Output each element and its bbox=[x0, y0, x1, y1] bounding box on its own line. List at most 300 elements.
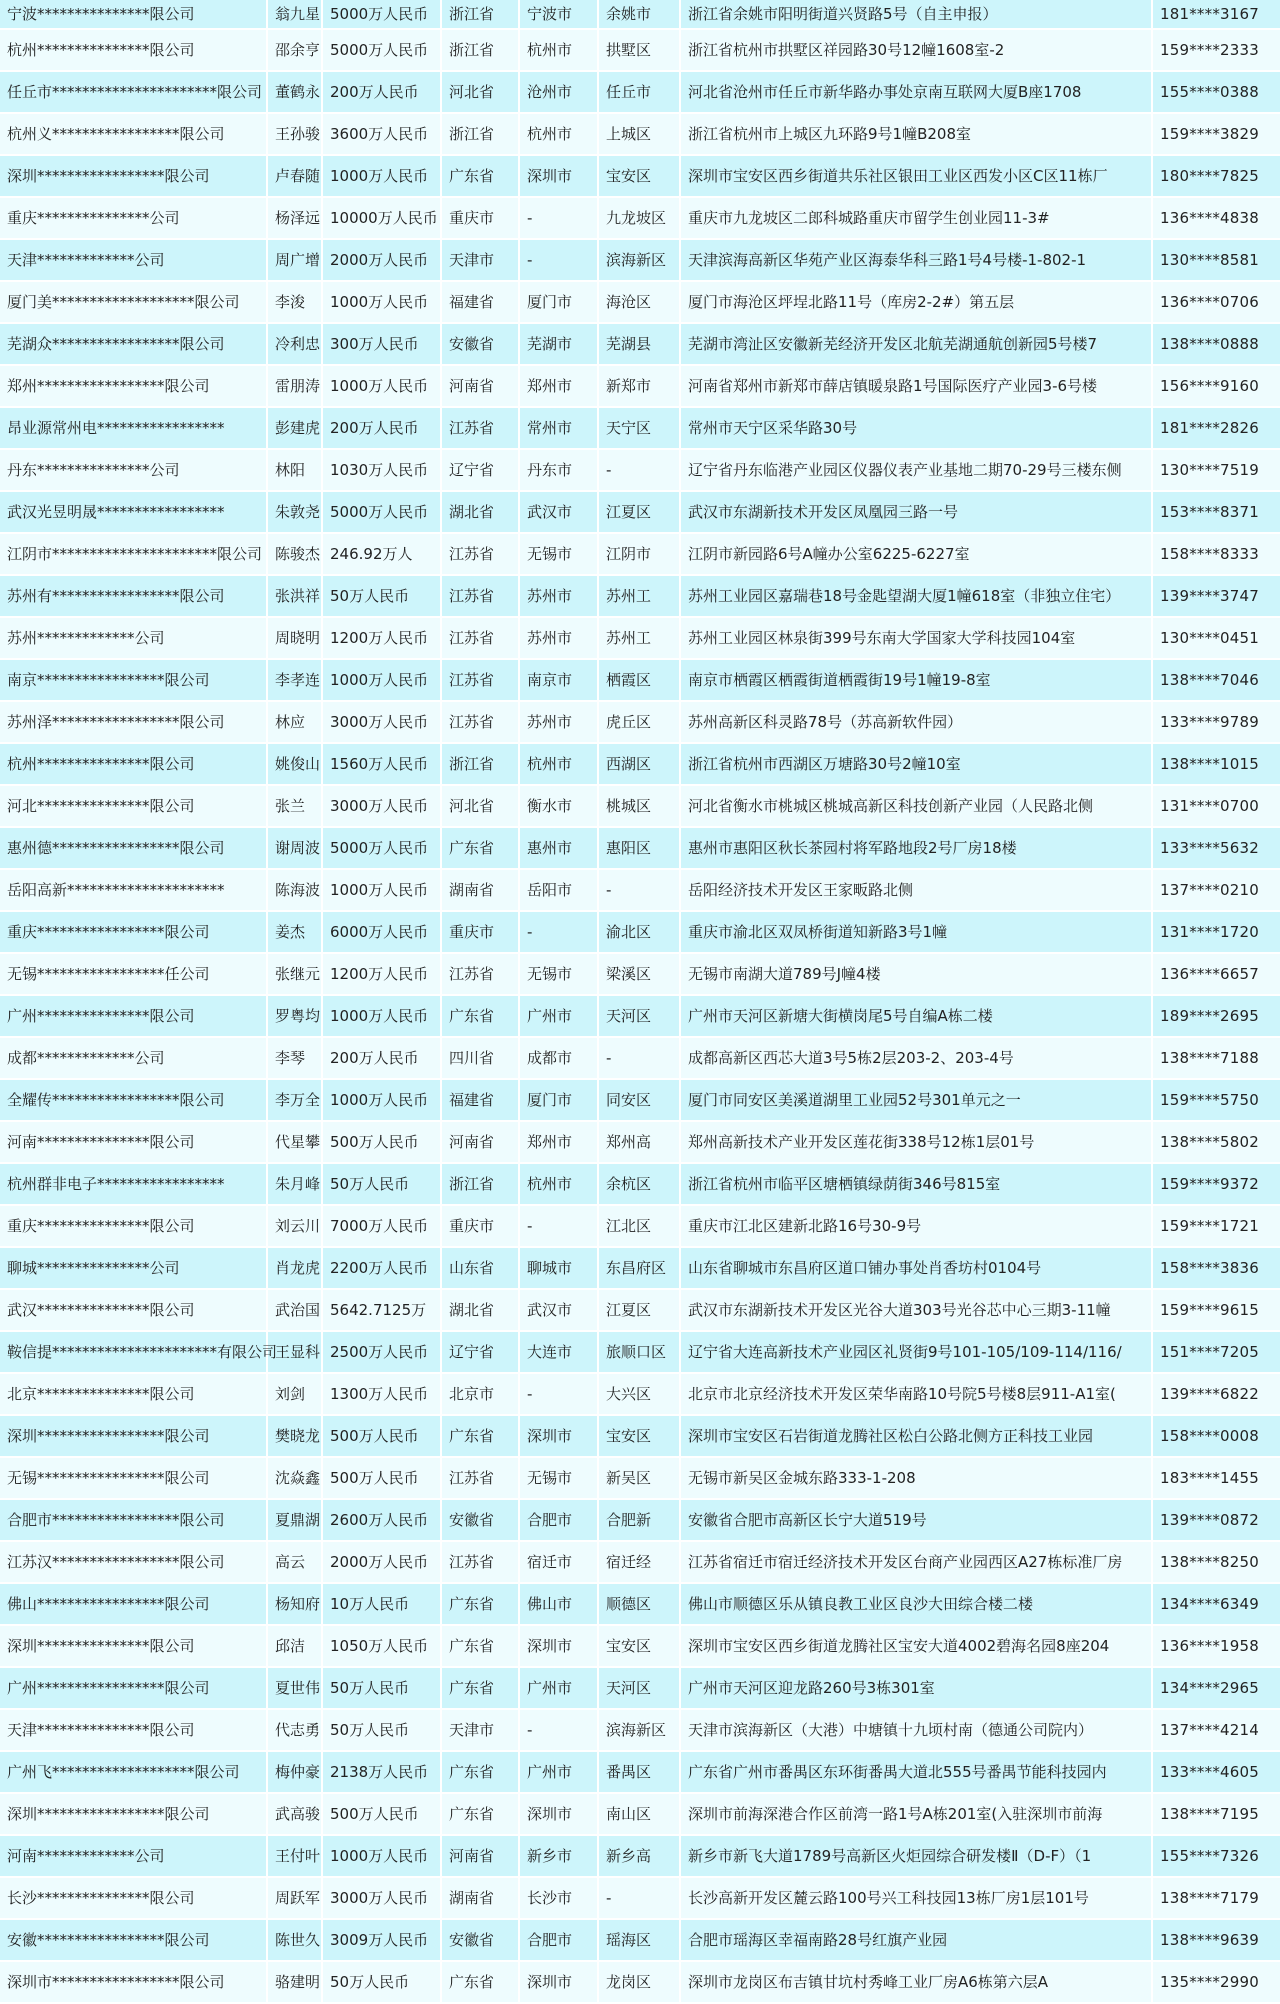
table-row bbox=[0, 533, 1280, 575]
registered-capital-cell: 50万人民币 bbox=[322, 1667, 441, 1709]
address-cell: 深圳市宝安区西乡街道龙腾社区宝安大道4002碧海名园8座204 bbox=[680, 1625, 1152, 1667]
district-cell: 龙岗区 bbox=[598, 1961, 680, 2003]
city-cell: 长沙市 bbox=[519, 1877, 598, 1919]
table-row bbox=[0, 1625, 1280, 1667]
address-cell: 佛山市顺德区乐从镇良教工业区良沙大田综合楼二楼 bbox=[680, 1583, 1152, 1625]
phone-cell: 138****7046 bbox=[1152, 659, 1280, 701]
registered-capital-cell: 246.92万人 bbox=[322, 533, 441, 575]
province-cell: 福建省 bbox=[441, 1079, 519, 1121]
province-cell: 江苏省 bbox=[441, 659, 519, 701]
city-cell: 武汉市 bbox=[519, 1289, 598, 1331]
province-cell: 安徽省 bbox=[441, 1499, 519, 1541]
city-cell: 大连市 bbox=[519, 1331, 598, 1373]
legal-person-cell: 王付叶 bbox=[267, 1835, 322, 1877]
phone-cell: 133****5632 bbox=[1152, 827, 1280, 869]
table-row bbox=[0, 155, 1280, 197]
phone-cell: 151****7205 bbox=[1152, 1331, 1280, 1373]
district-cell: - bbox=[598, 1037, 680, 1079]
district-cell: 合肥新 bbox=[598, 1499, 680, 1541]
legal-person-cell: 武治国 bbox=[267, 1289, 322, 1331]
province-cell: 重庆市 bbox=[441, 197, 519, 239]
province-cell: 江苏省 bbox=[441, 1541, 519, 1583]
registered-capital-cell: 1050万人民币 bbox=[322, 1625, 441, 1667]
city-cell: 深圳市 bbox=[519, 1961, 598, 2003]
legal-person-cell: 朱敦尧 bbox=[267, 491, 322, 533]
company-name-cell: 厦门美*******************限公司 bbox=[0, 281, 267, 323]
address-cell: 江阴市新园路6号A幢办公室6225-6227室 bbox=[680, 533, 1152, 575]
city-cell: 无锡市 bbox=[519, 533, 598, 575]
registered-capital-cell: 300万人民币 bbox=[322, 323, 441, 365]
table-row bbox=[0, 1667, 1280, 1709]
legal-person-cell: 代志勇 bbox=[267, 1709, 322, 1751]
table-row bbox=[0, 281, 1280, 323]
district-cell: 宝安区 bbox=[598, 1415, 680, 1457]
address-cell: 无锡市新吴区金城东路333-1-208 bbox=[680, 1457, 1152, 1499]
address-cell: 郑州高新技术产业开发区莲花街338号12栋1层01号 bbox=[680, 1121, 1152, 1163]
province-cell: 广东省 bbox=[441, 155, 519, 197]
table-row bbox=[0, 1205, 1280, 1247]
registered-capital-cell: 200万人民币 bbox=[322, 407, 441, 449]
legal-person-cell: 周晓明 bbox=[267, 617, 322, 659]
district-cell: 郑州高 bbox=[598, 1121, 680, 1163]
phone-cell: 134****2965 bbox=[1152, 1667, 1280, 1709]
address-cell: 无锡市南湖大道789号J幢4楼 bbox=[680, 953, 1152, 995]
province-cell: 浙江省 bbox=[441, 113, 519, 155]
province-cell: 江苏省 bbox=[441, 533, 519, 575]
registered-capital-cell: 500万人民币 bbox=[322, 1415, 441, 1457]
company-name-cell: 芜湖众*****************限公司 bbox=[0, 323, 267, 365]
company-name-cell: 惠州德*****************限公司 bbox=[0, 827, 267, 869]
district-cell: 新郑市 bbox=[598, 365, 680, 407]
province-cell: 广东省 bbox=[441, 1751, 519, 1793]
province-cell: 浙江省 bbox=[441, 0, 519, 29]
registered-capital-cell: 1030万人民币 bbox=[322, 449, 441, 491]
city-cell: 常州市 bbox=[519, 407, 598, 449]
district-cell: 拱墅区 bbox=[598, 29, 680, 71]
phone-cell: 159****9372 bbox=[1152, 1163, 1280, 1205]
province-cell: 广东省 bbox=[441, 995, 519, 1037]
phone-cell: 180****7825 bbox=[1152, 155, 1280, 197]
province-cell: 重庆市 bbox=[441, 911, 519, 953]
phone-cell: 181****3167 bbox=[1152, 0, 1280, 29]
address-cell: 苏州高新区科灵路78号（苏高新软件园） bbox=[680, 701, 1152, 743]
phone-cell: 181****2826 bbox=[1152, 407, 1280, 449]
legal-person-cell: 翁九星 bbox=[267, 0, 322, 29]
registered-capital-cell: 200万人民币 bbox=[322, 71, 441, 113]
legal-person-cell: 谢周波 bbox=[267, 827, 322, 869]
address-cell: 河北省衡水市桃城区桃城高新区科技创新产业园（人民路北侧 bbox=[680, 785, 1152, 827]
city-cell: 杭州市 bbox=[519, 743, 598, 785]
phone-cell: 130****8581 bbox=[1152, 239, 1280, 281]
phone-cell: 158****3836 bbox=[1152, 1247, 1280, 1289]
legal-person-cell: 邱洁 bbox=[267, 1625, 322, 1667]
registered-capital-cell: 3000万人民币 bbox=[322, 785, 441, 827]
district-cell: 天宁区 bbox=[598, 407, 680, 449]
company-name-cell: 长沙***************限公司 bbox=[0, 1877, 267, 1919]
registered-capital-cell: 2200万人民币 bbox=[322, 1247, 441, 1289]
registered-capital-cell: 1200万人民币 bbox=[322, 617, 441, 659]
phone-cell: 135****2990 bbox=[1152, 1961, 1280, 2003]
city-cell: 杭州市 bbox=[519, 113, 598, 155]
phone-cell: 183****1455 bbox=[1152, 1457, 1280, 1499]
phone-cell: 159****1721 bbox=[1152, 1205, 1280, 1247]
address-cell: 广州市天河区迎龙路260号3栋301室 bbox=[680, 1667, 1152, 1709]
phone-cell: 133****4605 bbox=[1152, 1751, 1280, 1793]
legal-person-cell: 姚俊山 bbox=[267, 743, 322, 785]
phone-cell: 130****7519 bbox=[1152, 449, 1280, 491]
registered-capital-cell: 7000万人民币 bbox=[322, 1205, 441, 1247]
province-cell: 广东省 bbox=[441, 1793, 519, 1835]
phone-cell: 139****3747 bbox=[1152, 575, 1280, 617]
legal-person-cell: 李万全 bbox=[267, 1079, 322, 1121]
company-name-cell: 合肥市*****************限公司 bbox=[0, 1499, 267, 1541]
city-cell: 佛山市 bbox=[519, 1583, 598, 1625]
phone-cell: 139****0872 bbox=[1152, 1499, 1280, 1541]
district-cell: 江阴市 bbox=[598, 533, 680, 575]
phone-cell: 155****0388 bbox=[1152, 71, 1280, 113]
district-cell: 番禺区 bbox=[598, 1751, 680, 1793]
phone-cell: 138****8250 bbox=[1152, 1541, 1280, 1583]
city-cell: 衡水市 bbox=[519, 785, 598, 827]
province-cell: 广东省 bbox=[441, 1667, 519, 1709]
district-cell: - bbox=[598, 869, 680, 911]
legal-person-cell: 沈焱鑫 bbox=[267, 1457, 322, 1499]
phone-cell: 131****0700 bbox=[1152, 785, 1280, 827]
phone-cell: 138****7179 bbox=[1152, 1877, 1280, 1919]
district-cell: 大兴区 bbox=[598, 1373, 680, 1415]
phone-cell: 138****0888 bbox=[1152, 323, 1280, 365]
district-cell: 新乡高 bbox=[598, 1835, 680, 1877]
province-cell: 广东省 bbox=[441, 1583, 519, 1625]
address-cell: 天津市滨海新区（大港）中塘镇十九顷村南（德通公司院内） bbox=[680, 1709, 1152, 1751]
registered-capital-cell: 5000万人民币 bbox=[322, 491, 441, 533]
phone-cell: 155****7326 bbox=[1152, 1835, 1280, 1877]
table-row bbox=[0, 1961, 1280, 2003]
company-name-cell: 昂业源常州电***************** bbox=[0, 407, 267, 449]
province-cell: 浙江省 bbox=[441, 1163, 519, 1205]
table-row bbox=[0, 1163, 1280, 1205]
address-cell: 重庆市渝北区双凤桥街道知新路3号1幢 bbox=[680, 911, 1152, 953]
district-cell: 渝北区 bbox=[598, 911, 680, 953]
table-row bbox=[0, 1583, 1280, 1625]
registered-capital-cell: 50万人民币 bbox=[322, 575, 441, 617]
district-cell: 虎丘区 bbox=[598, 701, 680, 743]
district-cell: 苏州工 bbox=[598, 617, 680, 659]
address-cell: 深圳市宝安区石岩街道龙腾社区松白公路北侧方正科技工业园 bbox=[680, 1415, 1152, 1457]
legal-person-cell: 卢春随 bbox=[267, 155, 322, 197]
company-name-cell: 重庆***************限公司 bbox=[0, 1205, 267, 1247]
legal-person-cell: 朱月峰 bbox=[267, 1163, 322, 1205]
province-cell: 湖南省 bbox=[441, 1877, 519, 1919]
company-name-cell: 江苏汉*****************限公司 bbox=[0, 1541, 267, 1583]
address-cell: 惠州市惠阳区秋长茶园村将军路地段2号厂房18楼 bbox=[680, 827, 1152, 869]
address-cell: 广州市天河区新塘大街横岗尾5号自编A栋二楼 bbox=[680, 995, 1152, 1037]
registered-capital-cell: 5000万人民币 bbox=[322, 29, 441, 71]
registered-capital-cell: 50万人民币 bbox=[322, 1961, 441, 2003]
legal-person-cell: 杨知府 bbox=[267, 1583, 322, 1625]
registered-capital-cell: 1000万人民币 bbox=[322, 365, 441, 407]
address-cell: 深圳市宝安区西乡街道共乐社区银田工业区西发小区C区11栋厂 bbox=[680, 155, 1152, 197]
district-cell: 西湖区 bbox=[598, 743, 680, 785]
legal-person-cell: 林阳 bbox=[267, 449, 322, 491]
registered-capital-cell: 1000万人民币 bbox=[322, 869, 441, 911]
company-name-cell: 广州***************限公司 bbox=[0, 995, 267, 1037]
table-row bbox=[0, 323, 1280, 365]
company-name-cell: 深圳***************限公司 bbox=[0, 1625, 267, 1667]
phone-cell: 159****2333 bbox=[1152, 29, 1280, 71]
table-row bbox=[0, 0, 1280, 29]
city-cell: - bbox=[519, 911, 598, 953]
phone-cell: 159****9615 bbox=[1152, 1289, 1280, 1331]
address-cell: 江苏省宿迁市宿迁经济技术开发区台商产业园西区A27栋标准厂房 bbox=[680, 1541, 1152, 1583]
phone-cell: 138****5802 bbox=[1152, 1121, 1280, 1163]
address-cell: 深圳市龙岗区布吉镇甘坑村秀峰工业厂房A6栋第六层A bbox=[680, 1961, 1152, 2003]
address-cell: 浙江省余姚市阳明街道兴贤路5号（自主申报） bbox=[680, 0, 1152, 29]
company-name-cell: 杭州***************限公司 bbox=[0, 743, 267, 785]
district-cell: 江夏区 bbox=[598, 491, 680, 533]
city-cell: 聊城市 bbox=[519, 1247, 598, 1289]
district-cell: 余杭区 bbox=[598, 1163, 680, 1205]
province-cell: 江苏省 bbox=[441, 575, 519, 617]
address-cell: 深圳市前海深港合作区前湾一路1号A栋201室(入驻深圳市前海 bbox=[680, 1793, 1152, 1835]
district-cell: 梁溪区 bbox=[598, 953, 680, 995]
address-cell: 厦门市同安区美溪道湖里工业园52号301单元之一 bbox=[680, 1079, 1152, 1121]
table-row bbox=[0, 407, 1280, 449]
address-cell: 辽宁省丹东临港产业园区仪器仪表产业基地二期70-29号三楼东侧 bbox=[680, 449, 1152, 491]
province-cell: 安徽省 bbox=[441, 1919, 519, 1961]
company-name-cell: 深圳*****************限公司 bbox=[0, 1415, 267, 1457]
district-cell: 芜湖县 bbox=[598, 323, 680, 365]
table-row bbox=[0, 701, 1280, 743]
registered-capital-cell: 3000万人民币 bbox=[322, 701, 441, 743]
legal-person-cell: 肖龙虎 bbox=[267, 1247, 322, 1289]
phone-cell: 138****7195 bbox=[1152, 1793, 1280, 1835]
registered-capital-cell: 6000万人民币 bbox=[322, 911, 441, 953]
legal-person-cell: 李琴 bbox=[267, 1037, 322, 1079]
district-cell: 江北区 bbox=[598, 1205, 680, 1247]
table-row bbox=[0, 1037, 1280, 1079]
city-cell: 厦门市 bbox=[519, 281, 598, 323]
legal-person-cell: 雷朋涛 bbox=[267, 365, 322, 407]
company-name-cell: 苏州泽*****************限公司 bbox=[0, 701, 267, 743]
table-row bbox=[0, 659, 1280, 701]
company-name-cell: 河南***************限公司 bbox=[0, 1121, 267, 1163]
province-cell: 江苏省 bbox=[441, 701, 519, 743]
legal-person-cell: 夏鼎湖 bbox=[267, 1499, 322, 1541]
city-cell: 丹东市 bbox=[519, 449, 598, 491]
company-name-cell: 武汉***************限公司 bbox=[0, 1289, 267, 1331]
legal-person-cell: 李浚 bbox=[267, 281, 322, 323]
district-cell: - bbox=[598, 1877, 680, 1919]
company-name-cell: 成都*************公司 bbox=[0, 1037, 267, 1079]
company-name-cell: 全耀传*****************限公司 bbox=[0, 1079, 267, 1121]
registered-capital-cell: 1000万人民币 bbox=[322, 1835, 441, 1877]
city-cell: - bbox=[519, 239, 598, 281]
district-cell: 滨海新区 bbox=[598, 1709, 680, 1751]
phone-cell: 156****9160 bbox=[1152, 365, 1280, 407]
company-name-cell: 广州*****************限公司 bbox=[0, 1667, 267, 1709]
district-cell: 宝安区 bbox=[598, 155, 680, 197]
district-cell: 余姚市 bbox=[598, 0, 680, 29]
table-row bbox=[0, 29, 1280, 71]
registered-capital-cell: 1000万人民币 bbox=[322, 155, 441, 197]
legal-person-cell: 陈骏杰 bbox=[267, 533, 322, 575]
phone-cell: 136****1958 bbox=[1152, 1625, 1280, 1667]
city-cell: - bbox=[519, 197, 598, 239]
address-cell: 苏州工业园区林泉街399号东南大学国家大学科技园104室 bbox=[680, 617, 1152, 659]
district-cell: 栖霞区 bbox=[598, 659, 680, 701]
table-row bbox=[0, 1541, 1280, 1583]
company-name-cell: 武汉光昱明晟***************** bbox=[0, 491, 267, 533]
city-cell: 广州市 bbox=[519, 1751, 598, 1793]
district-cell: 旅顺口区 bbox=[598, 1331, 680, 1373]
company-name-cell: 天津***************限公司 bbox=[0, 1709, 267, 1751]
city-cell: 无锡市 bbox=[519, 953, 598, 995]
table-row bbox=[0, 743, 1280, 785]
company-name-cell: 河北***************限公司 bbox=[0, 785, 267, 827]
address-cell: 长沙高新开发区麓云路100号兴工科技园13栋厂房1层101号 bbox=[680, 1877, 1152, 1919]
address-cell: 浙江省杭州市上城区九环路9号1幢B208室 bbox=[680, 113, 1152, 155]
registered-capital-cell: 5000万人民币 bbox=[322, 0, 441, 29]
company-name-cell: 深圳市*****************限公司 bbox=[0, 1961, 267, 2003]
province-cell: 江苏省 bbox=[441, 1457, 519, 1499]
address-cell: 苏州工业园区嘉瑞巷18号金匙望湖大厦1幢618室（非独立住宅） bbox=[680, 575, 1152, 617]
city-cell: - bbox=[519, 1205, 598, 1247]
legal-person-cell: 邵余亨 bbox=[267, 29, 322, 71]
city-cell: 南京市 bbox=[519, 659, 598, 701]
city-cell: - bbox=[519, 1709, 598, 1751]
district-cell: 宝安区 bbox=[598, 1625, 680, 1667]
address-cell: 浙江省杭州市拱墅区祥园路30号12幢1608室-2 bbox=[680, 29, 1152, 71]
city-cell: 新乡市 bbox=[519, 1835, 598, 1877]
table-row bbox=[0, 1835, 1280, 1877]
address-cell: 南京市栖霞区栖霞街道栖霞街19号1幢19-8室 bbox=[680, 659, 1152, 701]
table-row bbox=[0, 491, 1280, 533]
company-name-cell: 深圳*****************限公司 bbox=[0, 155, 267, 197]
district-cell: 东昌府区 bbox=[598, 1247, 680, 1289]
address-cell: 武汉市东湖新技术开发区凤凰园三路一号 bbox=[680, 491, 1152, 533]
table-row bbox=[0, 365, 1280, 407]
city-cell: 深圳市 bbox=[519, 1793, 598, 1835]
phone-cell: 137****0210 bbox=[1152, 869, 1280, 911]
address-cell: 岳阳经济技术开发区王家畈路北侧 bbox=[680, 869, 1152, 911]
company-name-cell: 杭州群非电子***************** bbox=[0, 1163, 267, 1205]
address-cell: 重庆市九龙坡区二郎科城路重庆市留学生创业园11-3# bbox=[680, 197, 1152, 239]
city-cell: 苏州市 bbox=[519, 701, 598, 743]
company-name-cell: 丹东***************公司 bbox=[0, 449, 267, 491]
address-cell: 新乡市新飞大道1789号高新区火炬园综合研发楼Ⅱ（D-F）（1 bbox=[680, 1835, 1152, 1877]
district-cell: 新吴区 bbox=[598, 1457, 680, 1499]
registered-capital-cell: 200万人民币 bbox=[322, 1037, 441, 1079]
city-cell: 厦门市 bbox=[519, 1079, 598, 1121]
city-cell: 广州市 bbox=[519, 1667, 598, 1709]
city-cell: 岳阳市 bbox=[519, 869, 598, 911]
table-row bbox=[0, 1289, 1280, 1331]
address-cell: 常州市天宁区采华路30号 bbox=[680, 407, 1152, 449]
district-cell: 九龙坡区 bbox=[598, 197, 680, 239]
address-cell: 辽宁省大连高新技术产业园区礼贤街9号101-105/109-114/116/ bbox=[680, 1331, 1152, 1373]
city-cell: 成都市 bbox=[519, 1037, 598, 1079]
table-row bbox=[0, 953, 1280, 995]
table-row bbox=[0, 1499, 1280, 1541]
table-row bbox=[0, 827, 1280, 869]
district-cell: 海沧区 bbox=[598, 281, 680, 323]
province-cell: 广东省 bbox=[441, 827, 519, 869]
phone-cell: 138****1015 bbox=[1152, 743, 1280, 785]
province-cell: 河南省 bbox=[441, 1835, 519, 1877]
province-cell: 江苏省 bbox=[441, 953, 519, 995]
province-cell: 安徽省 bbox=[441, 323, 519, 365]
phone-cell: 136****0706 bbox=[1152, 281, 1280, 323]
province-cell: 天津市 bbox=[441, 239, 519, 281]
phone-cell: 138****7188 bbox=[1152, 1037, 1280, 1079]
phone-cell: 159****5750 bbox=[1152, 1079, 1280, 1121]
province-cell: 广东省 bbox=[441, 1961, 519, 2003]
province-cell: 天津市 bbox=[441, 1709, 519, 1751]
phone-cell: 136****6657 bbox=[1152, 953, 1280, 995]
company-name-cell: 深圳*****************限公司 bbox=[0, 1793, 267, 1835]
legal-person-cell: 代星攀 bbox=[267, 1121, 322, 1163]
company-name-cell: 河南*************公司 bbox=[0, 1835, 267, 1877]
district-cell: 天河区 bbox=[598, 995, 680, 1037]
address-cell: 武汉市东湖新技术开发区光谷大道303号光谷芯中心三期3-11幢 bbox=[680, 1289, 1152, 1331]
company-name-cell: 苏州有*****************限公司 bbox=[0, 575, 267, 617]
registered-capital-cell: 5642.7125万 bbox=[322, 1289, 441, 1331]
company-name-cell: 重庆*****************限公司 bbox=[0, 911, 267, 953]
legal-person-cell: 董鹤永 bbox=[267, 71, 322, 113]
registered-capital-cell: 1000万人民币 bbox=[322, 1079, 441, 1121]
legal-person-cell: 姜杰 bbox=[267, 911, 322, 953]
company-name-cell: 江阴市**********************限公司 bbox=[0, 533, 267, 575]
city-cell: 无锡市 bbox=[519, 1457, 598, 1499]
legal-person-cell: 冷利忠 bbox=[267, 323, 322, 365]
phone-cell: 130****0451 bbox=[1152, 617, 1280, 659]
province-cell: 江苏省 bbox=[441, 617, 519, 659]
company-name-cell: 鞍信提**********************有限公司 bbox=[0, 1331, 267, 1373]
city-cell: 郑州市 bbox=[519, 1121, 598, 1163]
address-cell: 河南省郑州市新郑市薛店镇暖泉路1号国际医疗产业园3-6号楼 bbox=[680, 365, 1152, 407]
company-name-cell: 聊城***************公司 bbox=[0, 1247, 267, 1289]
legal-person-cell: 陈海波 bbox=[267, 869, 322, 911]
address-cell: 成都高新区西芯大道3号5栋2层203-2、203-4号 bbox=[680, 1037, 1152, 1079]
city-cell: 杭州市 bbox=[519, 29, 598, 71]
legal-person-cell: 周广增 bbox=[267, 239, 322, 281]
legal-person-cell: 高云 bbox=[267, 1541, 322, 1583]
table-row bbox=[0, 1751, 1280, 1793]
city-cell: 苏州市 bbox=[519, 617, 598, 659]
province-cell: 河北省 bbox=[441, 71, 519, 113]
table-row bbox=[0, 1079, 1280, 1121]
registered-capital-cell: 2138万人民币 bbox=[322, 1751, 441, 1793]
table-row bbox=[0, 1331, 1280, 1373]
legal-person-cell: 周跃军 bbox=[267, 1877, 322, 1919]
registered-capital-cell: 5000万人民币 bbox=[322, 827, 441, 869]
legal-person-cell: 武高骏 bbox=[267, 1793, 322, 1835]
registered-capital-cell: 1560万人民币 bbox=[322, 743, 441, 785]
company-name-cell: 岳阳高新********************* bbox=[0, 869, 267, 911]
city-cell: 惠州市 bbox=[519, 827, 598, 869]
company-name-cell: 佛山*****************限公司 bbox=[0, 1583, 267, 1625]
district-cell: 惠阳区 bbox=[598, 827, 680, 869]
legal-person-cell: 刘剑 bbox=[267, 1373, 322, 1415]
phone-cell: 158****8333 bbox=[1152, 533, 1280, 575]
district-cell: - bbox=[598, 449, 680, 491]
registered-capital-cell: 500万人民币 bbox=[322, 1121, 441, 1163]
address-cell: 北京市北京经济技术开发区荣华南路10号院5号楼8层911-A1室( bbox=[680, 1373, 1152, 1415]
registered-capital-cell: 50万人民币 bbox=[322, 1163, 441, 1205]
table-row bbox=[0, 1247, 1280, 1289]
table-row bbox=[0, 1793, 1280, 1835]
